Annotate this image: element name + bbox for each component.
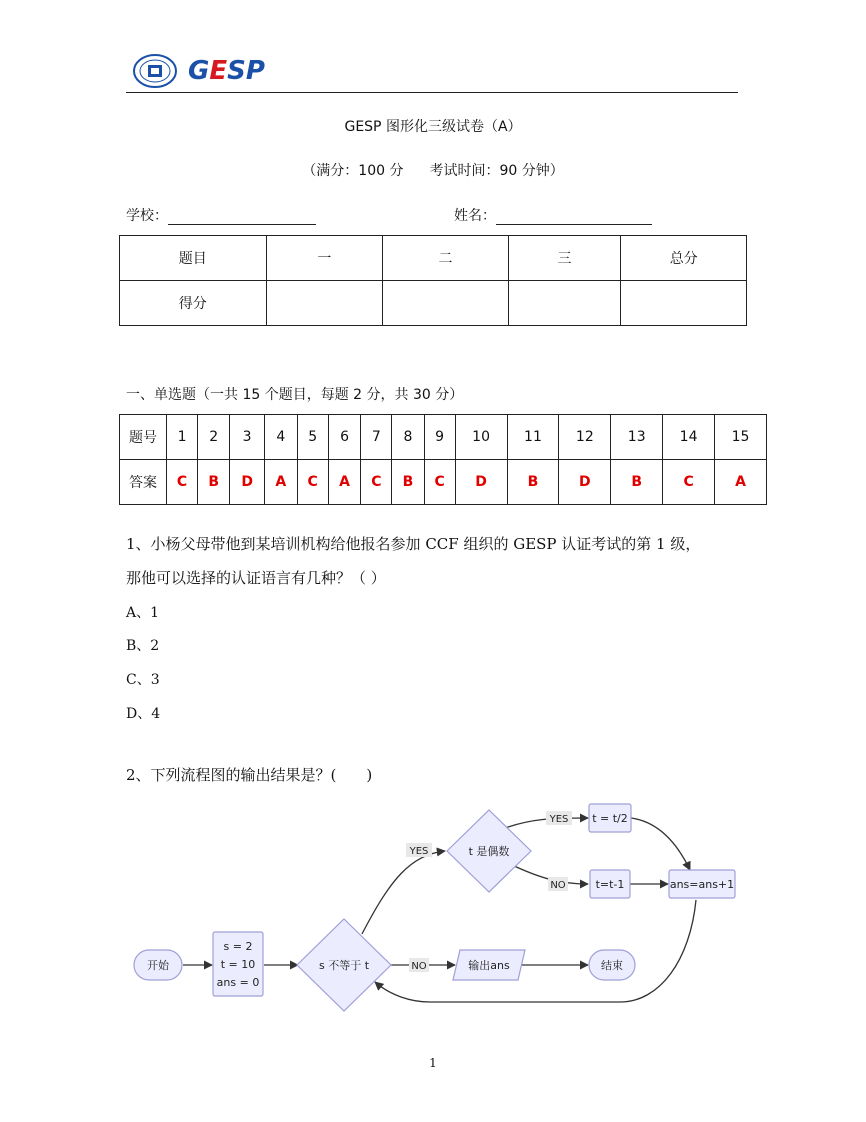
answer-row-label: 题号: [120, 415, 167, 460]
exam-time: 考试时间：90 分钟）: [429, 163, 564, 179]
option-a[interactable]: A、1: [126, 605, 160, 621]
question-number: 2: [198, 415, 230, 460]
question-number: 10: [455, 415, 507, 460]
score-header-cell: 总分: [621, 236, 747, 281]
answer-table: [119, 414, 767, 505]
answer-cell: C: [361, 460, 392, 505]
answer-cell: D: [455, 460, 507, 505]
answer-cell: D: [559, 460, 611, 505]
yes-label-1: YES: [409, 846, 429, 857]
answer-cell: C: [663, 460, 715, 505]
ccf-seal-icon: [132, 53, 178, 89]
answer-cell: C: [297, 460, 328, 505]
even-text: t 是偶数: [468, 845, 510, 858]
school-field: [126, 205, 316, 225]
dec-text: t=t-1: [595, 878, 625, 891]
flowchart: [126, 800, 746, 1015]
score-header-row: [120, 236, 747, 281]
output-text: 输出ans: [468, 959, 510, 972]
section-1-title: 一、单选题（一共 15 个题目，每题 2 分，共 30 分）: [126, 387, 464, 403]
inc-text: ans=ans+1: [669, 878, 735, 891]
yes-label-2: YES: [549, 814, 569, 825]
answer-cell: B: [198, 460, 230, 505]
question-number: 8: [392, 415, 424, 460]
score-cell: [508, 281, 621, 326]
question-number: 5: [297, 415, 328, 460]
question-number: 14: [663, 415, 715, 460]
answer-cell: B: [507, 460, 559, 505]
question-2-text: 2、下列流程图的输出结果是？( ): [126, 766, 373, 784]
answer-number-row: [120, 415, 767, 460]
score-header-cell: 题目: [120, 236, 267, 281]
init-text-2: t = 10: [220, 958, 256, 971]
score-header-cell: 二: [383, 236, 509, 281]
gesp-logo: [130, 52, 290, 94]
question-1-line-1: 1、小杨父母带他到某培训机构给他报名参加 CCF 组织的 GESP 认证考试的第 1 级，: [126, 535, 701, 553]
no-label-1: NO: [550, 880, 566, 891]
start-text: 开始: [147, 959, 169, 972]
option-d[interactable]: D、4: [126, 706, 161, 722]
name-field: [454, 205, 652, 225]
question-number: 11: [507, 415, 559, 460]
header-rule: [126, 92, 738, 93]
option-b[interactable]: B、2: [126, 638, 160, 654]
name-label: 姓名：: [454, 208, 496, 224]
init-text-1: s = 2: [223, 940, 253, 953]
answer-cell: A: [265, 460, 298, 505]
answer-key-row: [120, 460, 767, 505]
question-number: 4: [265, 415, 298, 460]
edge-half-inc: [631, 818, 690, 870]
edge-inc-loop: [375, 900, 696, 1002]
score-cell: [621, 281, 747, 326]
school-label: 学校：: [126, 208, 168, 224]
half-text: t = t/2: [592, 812, 628, 825]
no-label-2: NO: [411, 961, 427, 972]
edge-loop-even: [362, 851, 445, 934]
score-header-cell: 一: [266, 236, 383, 281]
score-value-row: [120, 281, 747, 326]
loop-text: s 不等于 t: [318, 959, 370, 972]
question-1-line-2: 那他可以选择的认证语言有几种？（ ）: [126, 569, 386, 587]
score-cell: [266, 281, 383, 326]
score-cell: [383, 281, 509, 326]
question-number: 7: [361, 415, 392, 460]
question-number: 3: [230, 415, 265, 460]
answer-cell: B: [392, 460, 424, 505]
exam-title: GESP 图形化三级试卷（A）: [344, 119, 522, 135]
option-c[interactable]: C、3: [126, 672, 160, 688]
answer-cell: A: [715, 460, 767, 505]
init-text-3: ans = 0: [216, 976, 260, 989]
answer-cell: A: [328, 460, 361, 505]
question-number: 12: [559, 415, 611, 460]
question-number: 9: [424, 415, 455, 460]
answer-cell: C: [424, 460, 455, 505]
edge-even-half: [500, 818, 588, 830]
score-table: [119, 235, 747, 326]
answer-row-label: 答案: [120, 460, 167, 505]
answer-cell: D: [230, 460, 265, 505]
school-blank[interactable]: [168, 210, 316, 225]
question-number: 15: [715, 415, 767, 460]
exam-subtitle: [0, 160, 866, 180]
score-row-label: 得分: [120, 281, 267, 326]
question-number: 6: [328, 415, 361, 460]
page-number: 1: [429, 1056, 437, 1070]
answer-cell: B: [611, 460, 663, 505]
score-header-cell: 三: [508, 236, 621, 281]
question-number: 1: [167, 415, 198, 460]
end-text: 结束: [601, 959, 623, 972]
question-number: 13: [611, 415, 663, 460]
name-blank[interactable]: [496, 210, 652, 225]
answer-cell: C: [167, 460, 198, 505]
gesp-brand: GESP: [188, 56, 265, 86]
full-score: （满分：100 分: [302, 163, 404, 179]
